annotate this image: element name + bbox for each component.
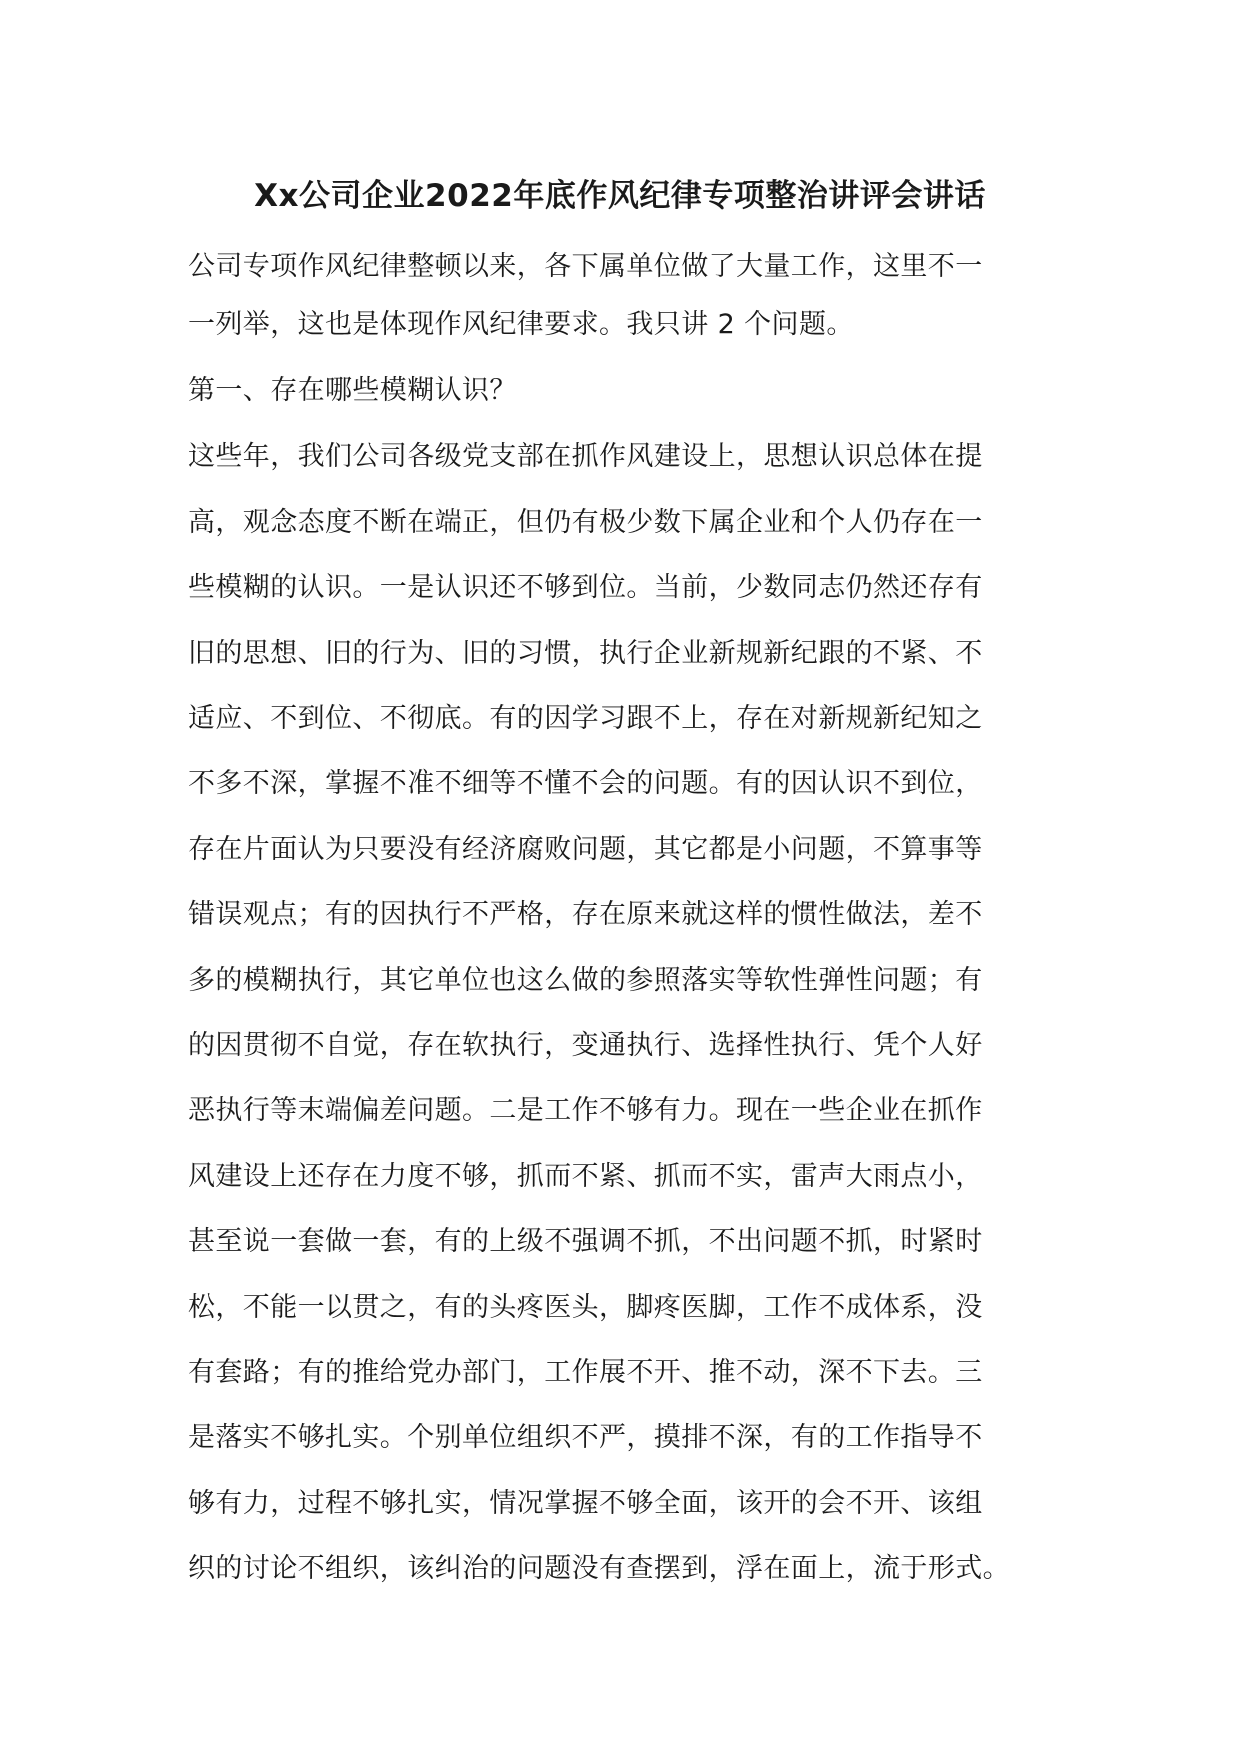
body-line: 公司专项作风纪律整顿以来，各下属单位做了大量工作，这里不一 (188, 251, 983, 282)
body-line: 一列举，这也是体现作风纪律要求。我只讲 2 个问题。 (188, 309, 854, 340)
body-line: 旧的思想、旧的行为、旧的习惯，执行企业新规新纪跟的不紧、不 (188, 638, 983, 669)
body-line: 些模糊的认识。一是认识还不够到位。当前，少数同志仍然还存有 (188, 572, 983, 603)
body-line: 错误观点；有的因执行不严格，存在原来就这样的惯性做法，差不 (188, 899, 983, 930)
body-line: 多的模糊执行，其它单位也这么做的参照落实等软性弹性问题；有 (188, 965, 983, 996)
body-line: 恶执行等末端偏差问题。二是工作不够有力。现在一些企业在抓作 (188, 1095, 983, 1126)
body-line: 有套路；有的推给党办部门，工作展不开、推不动，深不下去。三 (188, 1357, 983, 1388)
body-line: 够有力，过程不够扎实，情况掌握不够全面，该开的会不开、该组 (188, 1488, 983, 1519)
body-line: 是落实不够扎实。个别单位组织不严，摸排不深，有的工作指导不 (188, 1422, 983, 1453)
body-line: 的因贯彻不自觉，存在软执行，变通执行、选择性执行、凭个人好 (188, 1030, 983, 1061)
body-line: 松，不能一以贯之，有的头疼医头，脚疼医脚，工作不成体系，没 (188, 1292, 983, 1323)
body-line: 不多不深，掌握不准不细等不懂不会的问题。有的因认识不到位， (188, 768, 983, 799)
document-title: Xx公司企业2022年底作风纪律专项整治讲评会讲话 (254, 178, 986, 214)
body-line: 适应、不到位、不彻底。有的因学习跟不上，存在对新规新纪知之 (188, 703, 983, 734)
body-line: 甚至说一套做一套，有的上级不强调不抓，不出问题不抓，时紧时 (188, 1226, 983, 1257)
body-line: 织的讨论不组织，该纠治的问题没有查摆到，浮在面上，流于形式。 (188, 1553, 1010, 1584)
body-line: 存在片面认为只要没有经济腐败问题，其它都是小问题，不算事等 (188, 834, 983, 865)
body-line: 高，观念态度不断在端正，但仍有极少数下属企业和个人仍存在一 (188, 507, 983, 538)
body-line: 这些年，我们公司各级党支部在抓作风建设上，思想认识总体在提 (188, 441, 983, 472)
section-heading: 第一、存在哪些模糊认识？ (188, 375, 517, 406)
body-line: 风建设上还存在力度不够，抓而不紧、抓而不实，雷声大雨点小， (188, 1161, 983, 1192)
